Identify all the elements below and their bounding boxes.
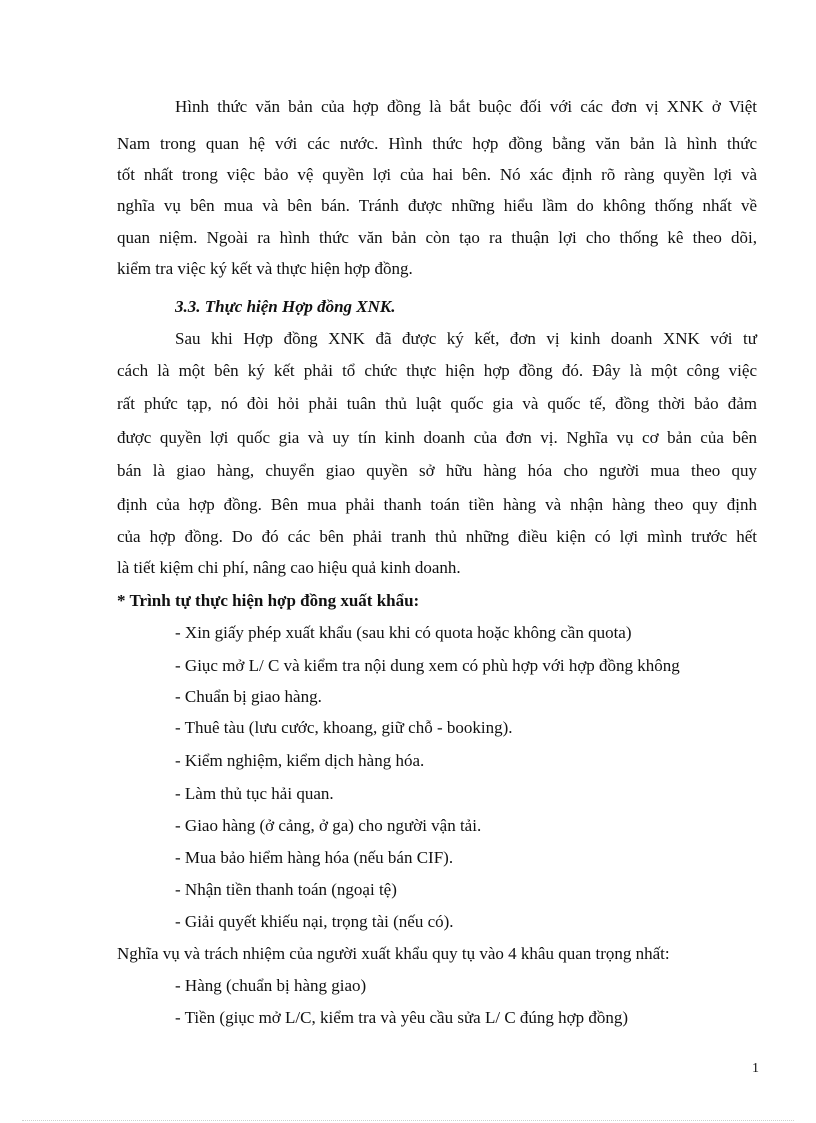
export-procedure-heading: * Trình tự thực hiện hợp đồng xuất khẩu: [117,591,420,610]
paragraph-line: Hình thức văn bản của hợp đồng là bắt buộc đối với các đơn vị XNK ở Việt [175,97,757,116]
paragraph-line: kiểm tra việc ký kết và thực hiện hợp đồng. [117,259,413,278]
paragraph-line: là tiết kiệm chi phí, nâng cao hiệu quả kinh doanh. [117,558,461,577]
paragraph-line: Sau khi Hợp đồng XNK đã được ký kết, đơn vị kinh doanh XNK với tư [175,329,757,348]
paragraph-line: nghĩa vụ bên mua và bên bán. Tránh được những hiểu lầm do không thống nhất về [117,196,757,215]
export-step-item: - Kiểm nghiệm, kiểm dịch hàng hóa. [175,751,425,770]
export-step-item: - Nhận tiền thanh toán (ngoại tệ) [175,880,397,899]
export-step-item: - Giải quyết khiếu nại, trọng tài (nếu có). [175,912,454,931]
export-step-item: - Làm thủ tục hải quan. [175,784,334,803]
paragraph-line: Nam trong quan hệ với các nước. Hình thức hợp đồng bằng văn bản là hình thức [117,134,757,153]
export-step-item: - Giao hàng (ở cảng, ở ga) cho người vận tải. [175,816,482,835]
export-step-item: - Xin giấy phép xuất khẩu (sau khi có quota hoặc không cần quota) [175,623,632,642]
paragraph-line: cách là một bên ký kết phải tổ chức thực hiện hợp đồng đó. Đây là một công việc [117,361,757,380]
obligation-item: - Hàng (chuẩn bị hàng giao) [175,976,367,995]
paragraph-line: tốt nhất trong việc bảo vệ quyền lợi của hai bên. Nó xác định rõ ràng quyền lợi và [117,165,757,184]
paragraph-line: quan niệm. Ngoài ra hình thức văn bản còn tạo ra thuận lợi cho thống kê theo dõi, [117,228,757,247]
page-number: 1 [752,1061,759,1076]
export-step-item: - Mua bảo hiểm hàng hóa (nếu bán CIF). [175,848,454,867]
page-bottom-border [22,1120,794,1121]
export-step-item: - Giục mở L/ C và kiểm tra nội dung xem có phù hợp với hợp đồng không [175,656,680,675]
obligation-item: - Tiền (giục mở L/C, kiểm tra và yêu cầu sửa L/ C đúng hợp đồng) [175,1008,629,1027]
paragraph-line: rất phức tạp, nó đòi hỏi phải tuân thủ luật quốc gia và quốc tế, đồng thời bảo đảm [117,394,757,413]
paragraph-line: của hợp đồng. Do đó các bên phải tranh thủ những điều kiện có lợi mình trước hết [117,527,757,546]
paragraph-line: được quyền lợi quốc gia và uy tín kinh doanh của đơn vị. Nghĩa vụ cơ bản của bên [117,428,757,447]
paragraph-line: bán là giao hàng, chuyển giao quyền sở hữu hàng hóa cho người mua theo quy [117,461,757,480]
obligations-intro: Nghĩa vụ và trách nhiệm của người xuất khẩu quy tụ vào 4 khâu quan trọng nhất: [117,944,670,963]
export-step-item: - Thuê tàu (lưu cước, khoang, giữ chỗ - booking). [175,718,513,737]
export-step-item: - Chuẩn bị giao hàng. [175,687,322,706]
section-heading: 3.3. Thực hiện Hợp đồng XNK. [175,297,396,316]
paragraph-line: định của hợp đồng. Bên mua phải thanh toán tiền hàng và nhận hàng theo quy định [117,495,757,514]
